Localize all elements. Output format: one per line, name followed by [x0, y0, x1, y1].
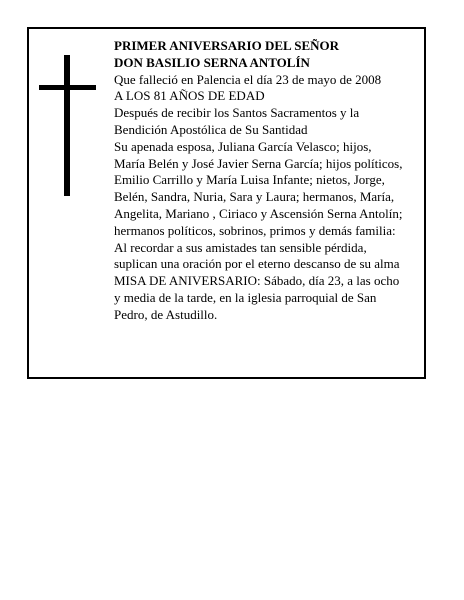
- family-line-3: Emilio Carrillo y María Luisa Infante; nietos, Jorge,: [114, 172, 385, 188]
- family-line-1: Su apenada esposa, Juliana García Velasco; hijos,: [114, 138, 372, 154]
- death-place-date: Que falleció en Palencia el día 23 de mayo de 2008: [114, 71, 382, 87]
- cross-vertical-bar: [64, 55, 70, 196]
- sacraments-line-1: Después de recibir los Santos Sacramentos y la: [114, 105, 360, 121]
- cross-horizontal-bar: [39, 85, 96, 90]
- family-line-4: Belén, Sandra, Nuria, Sara y Laura; hermanos, María,: [114, 189, 395, 205]
- family-line-2: María Belén y José Javier Serna García; hijos políticos,: [114, 155, 403, 171]
- request-line-1: Al recordar a sus amistades tan sensible pérdida,: [114, 239, 367, 255]
- request-line-2: suplican una oración por el eterno descanso de su alma: [114, 256, 400, 272]
- age-at-death: A LOS 81 AÑOS DE EDAD: [114, 88, 265, 104]
- notice-title-line-1: PRIMER ANIVERSARIO DEL SEÑOR: [114, 38, 340, 53]
- family-line-6: hermanos políticos, sobrinos, primos y demás familia:: [114, 222, 396, 238]
- obituary-text: [114, 38, 426, 324]
- mass-line-2: y media de la tarde, en la iglesia parroquial de San: [114, 289, 377, 305]
- mass-line-3: Pedro, de Astudillo.: [114, 306, 218, 322]
- mass-line-1: MISA DE ANIVERSARIO: Sábado, día 23, a las ocho: [114, 273, 400, 289]
- family-line-5: Angelita, Mariano , Ciriaco y Ascensión Serna Antolín;: [114, 205, 403, 221]
- sacraments-line-2: Bendición Apostólica de Su Santidad: [114, 121, 308, 137]
- notice-title-line-2: DON BASILIO SERNA ANTOLÍN: [114, 54, 310, 70]
